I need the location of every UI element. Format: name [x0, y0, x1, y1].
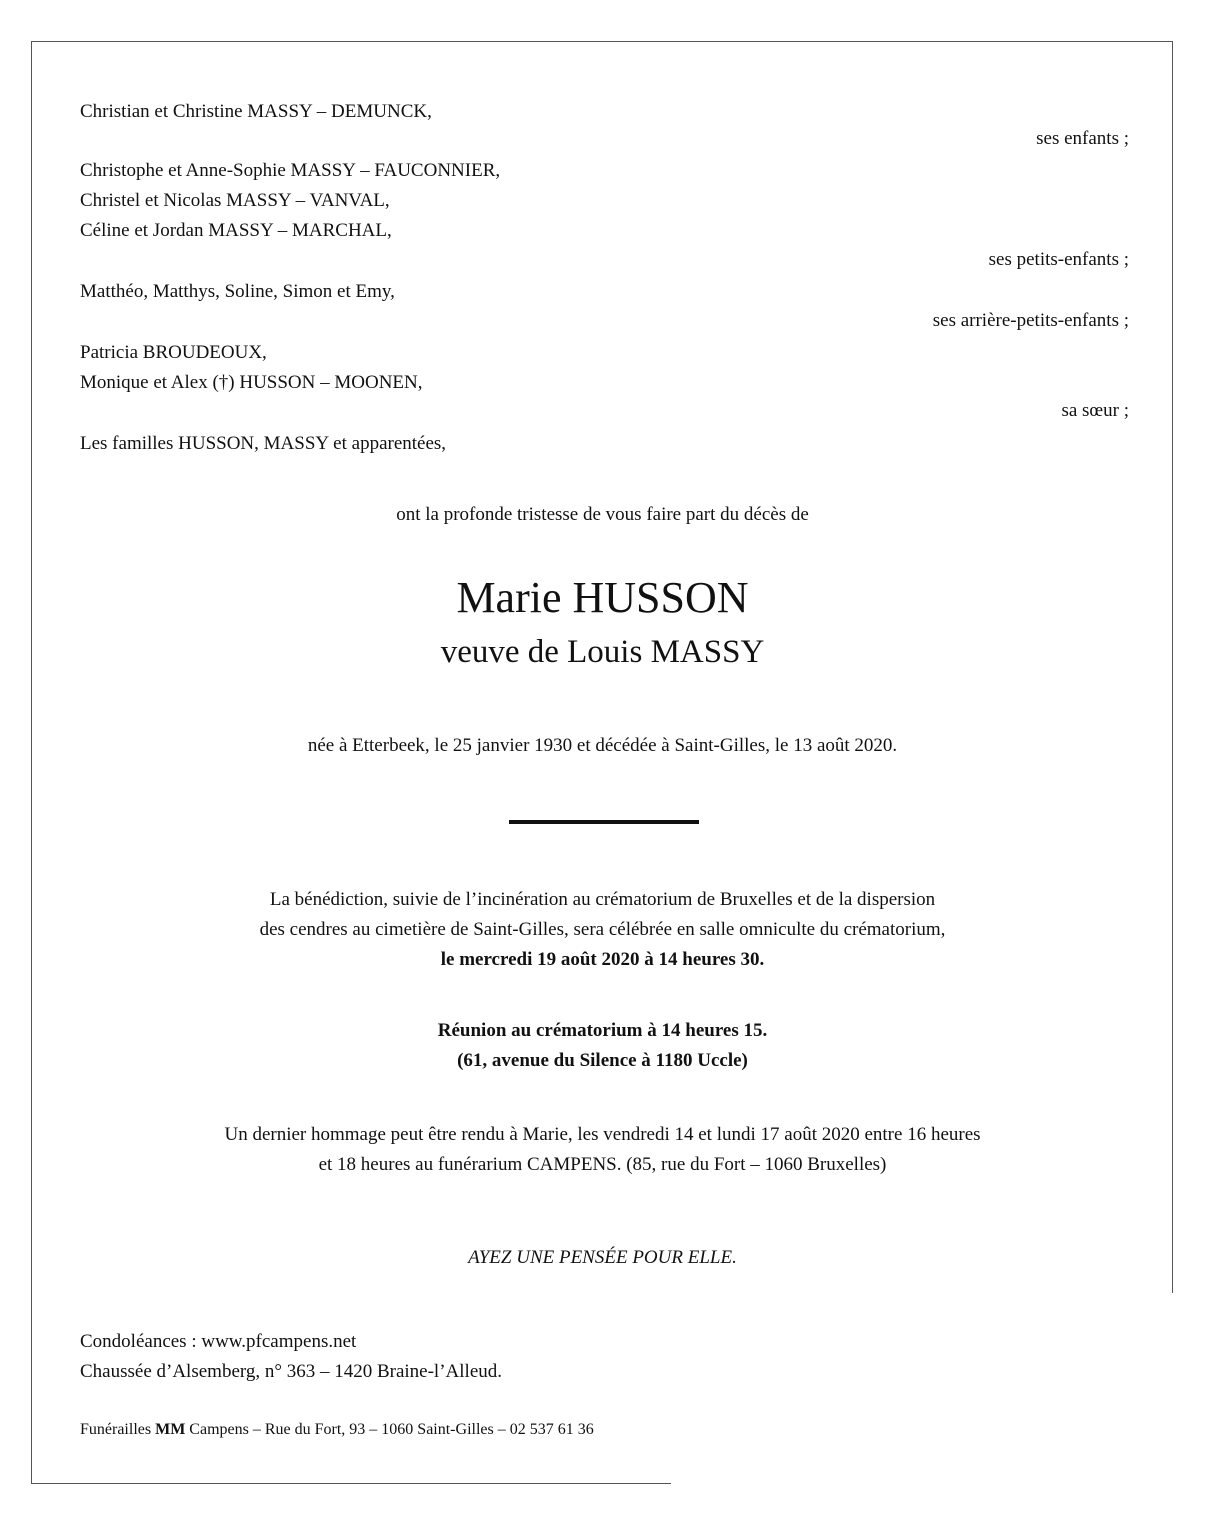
children-names: Christian et Christine MASSY – DEMUNCK,	[80, 101, 432, 122]
families-line: Les familles HUSSON, MASSY et apparentées,	[80, 433, 447, 454]
birth-death-dates: née à Etterbeek, le 25 janvier 1930 et décédée à Saint-Gilles, le 13 août 2020.	[307, 735, 898, 756]
ceremony-line-1: La bénédiction, suivie de l’incinération au crématorium de Bruxelles et de la dispersion	[269, 889, 936, 910]
grandchildren-names-1: Christophe et Anne-Sophie MASSY – FAUCONNIER,	[80, 160, 501, 181]
ceremony-datetime: le mercredi 19 août 2020 à 14 heures 30.	[440, 949, 765, 970]
homage-line-2: et 18 heures au funérarium CAMPENS. (85, rue du Fort – 1060 Bruxelles)	[318, 1154, 887, 1175]
meeting-address: (61, avenue du Silence à 1180 Uccle)	[457, 1050, 748, 1071]
announcement-intro: ont la profonde tristesse de vous faire part du décès de	[396, 504, 809, 525]
condolences-address: Chaussée d’Alsemberg, n° 363 – 1420 Braine-l’Alleud.	[80, 1361, 502, 1382]
deceased-name: Marie HUSSON	[456, 573, 749, 622]
condolences-website: Condoléances : www.pfcampens.net	[80, 1331, 357, 1352]
funeral-home-footer	[80, 1419, 594, 1441]
section-divider	[509, 820, 699, 824]
footer-brand: MM	[155, 1421, 186, 1438]
frame-bottom-border	[31, 1483, 671, 1484]
sister-names-2: Monique et Alex (†) HUSSON – MOONEN,	[80, 372, 423, 393]
homage-line-1: Un dernier hommage peut être rendu à Marie, les vendredi 14 et lundi 17 août 2020 entre 16 heures	[224, 1124, 981, 1145]
greatgrandchildren-label: ses arrière-petits-enfants ;	[932, 310, 1129, 331]
grandchildren-names-2: Christel et Nicolas MASSY – VANVAL,	[80, 190, 390, 211]
widow-of: veuve de Louis MASSY	[440, 634, 765, 670]
ceremony-line-2: des cendres au cimetière de Saint-Gilles, sera célébrée en salle omniculte du crématorium,	[259, 919, 946, 940]
meeting-time: Réunion au crématorium à 14 heures 15.	[437, 1020, 768, 1041]
grandchildren-label: ses petits-enfants ;	[988, 249, 1129, 270]
children-label: ses enfants ;	[1036, 128, 1129, 149]
thought-line: AYEZ UNE PENSÉE POUR ELLE.	[468, 1247, 737, 1268]
sister-names-1: Patricia BROUDEOUX,	[80, 342, 267, 363]
sister-label: sa sœur ;	[1061, 400, 1129, 421]
greatgrandchildren-names: Matthéo, Matthys, Soline, Simon et Emy,	[80, 281, 395, 302]
grandchildren-names-3: Céline et Jordan MASSY – MARCHAL,	[80, 220, 392, 241]
footer-prefix: Funérailles	[80, 1421, 156, 1438]
footer-details: Campens – Rue du Fort, 93 – 1060 Saint-Gilles – 02 537 61 36	[185, 1421, 594, 1438]
frame-top-border	[31, 41, 1173, 42]
